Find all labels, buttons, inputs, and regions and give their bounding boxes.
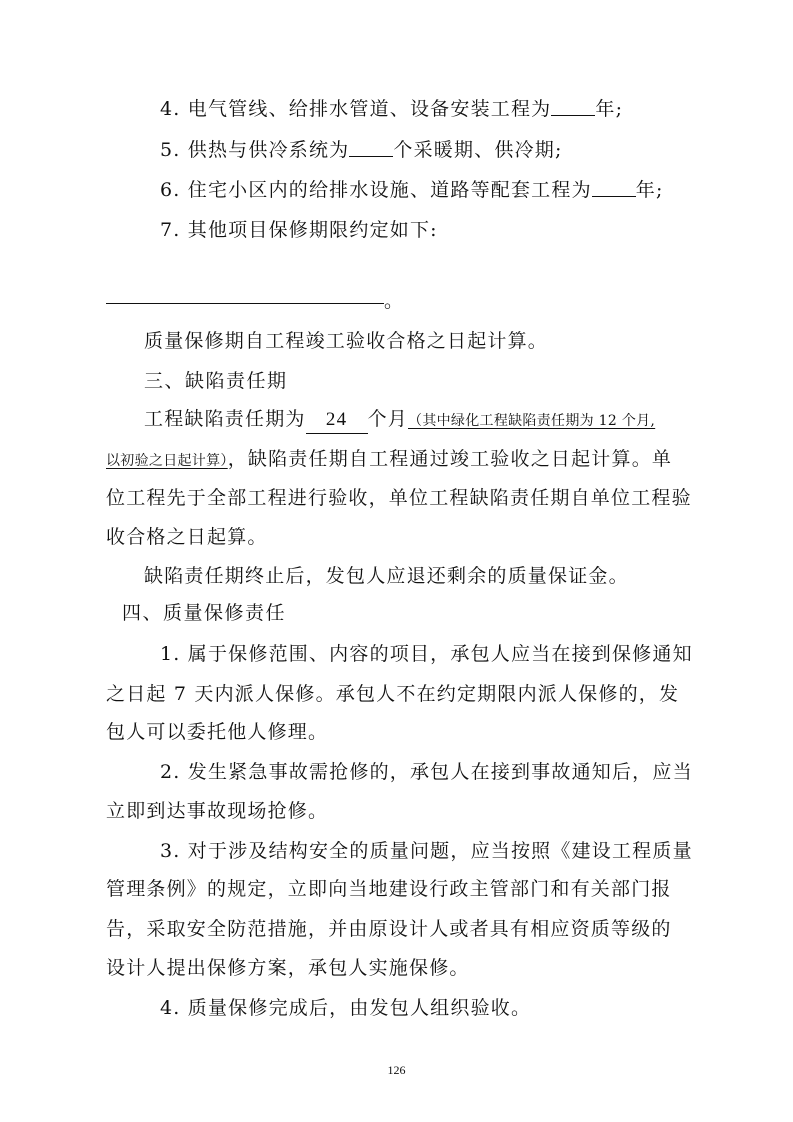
warranty-item-4 — [160, 96, 623, 122]
greening-note-part-2: 以初验之日起计算） — [106, 453, 228, 469]
responsibility-1-line-3: 包人可以委托他人修理。 — [106, 721, 329, 743]
responsibility-4-line-1: 4. 质量保修完成后，由发包人组织验收。 — [160, 997, 532, 1019]
fill-in-blank — [551, 97, 595, 116]
responsibility-3-line-3: 告，采取安全防范措施，并由原设计人或者具有相应资质等级的 — [106, 918, 672, 940]
item-text: 住宅小区内的给排水设施、道路等配套工程为 — [187, 179, 592, 201]
item-text-end: 个采暖期、供冷期; — [393, 139, 563, 161]
responsibility-3-line-2: 管理条例》的规定，立即向当地建设行政主管部门和有关部门报 — [106, 878, 672, 900]
months-unit: 个月 — [367, 408, 409, 430]
fill-in-blank — [592, 178, 636, 197]
item-text-end: 年; — [595, 98, 624, 120]
item-text-end: 年; — [635, 179, 664, 201]
item-number: 6. — [160, 179, 181, 201]
item-number: 7. — [160, 219, 181, 241]
warranty-item-5 — [160, 137, 563, 163]
fill-in-blank — [349, 138, 393, 157]
greening-note-part-1: （其中绿化工程缺陷责任期为 12 个月, — [408, 413, 656, 429]
months-value: 24 — [306, 407, 368, 434]
defect-period-line-2 — [106, 446, 672, 474]
deposit-return-text: 缺陷责任期终止后，发包人应退还剩余的质量保证金。 — [144, 565, 629, 587]
responsibility-1-line-1: 1. 属于保修范围、内容的项目，承包人应当在接到保修通知 — [160, 643, 693, 665]
responsibility-2-line-2: 立即到达事故现场抢修。 — [106, 800, 329, 822]
long-fill-in-blank — [106, 303, 384, 304]
warranty-item-7 — [160, 217, 438, 243]
warranty-item-6 — [160, 177, 664, 203]
item-text: 电气管线、给排水管道、设备安装工程为 — [187, 98, 552, 120]
defect-period-text: 工程缺陷责任期为 — [144, 408, 306, 430]
warranty-start-text: 质量保修期自工程竣工验收合格之日起计算。 — [144, 330, 549, 352]
responsibility-1-line-2: 之日起 7 天内派人保修。承包人不在约定期限内派人保修的，发 — [106, 683, 680, 705]
section-heading-warranty-responsibility: 四、质量保修责任 — [122, 602, 287, 624]
page-number: 126 — [387, 1063, 406, 1077]
defect-period-line-4: 收合格之日起算。 — [106, 526, 268, 548]
responsibility-3-line-1: 3. 对于涉及结构安全的质量问题，应当按照《建设工程质量 — [160, 840, 693, 862]
item-number: 5. — [160, 139, 181, 161]
item-number: 4. — [160, 98, 181, 120]
defect-period-line-1 — [144, 406, 655, 434]
item-text: 其他项目保修期限约定如下: — [187, 219, 438, 241]
responsibility-2-line-1: 2. 发生紧急事故需抢修的，承包人在接到事故通知后，应当 — [160, 761, 693, 783]
item-text: 供热与供冷系统为 — [187, 139, 350, 161]
defect-period-line-3: 位工程先于全部工程进行验收，单位工程缺陷责任期自单位工程验 — [106, 487, 692, 509]
responsibility-3-line-4: 设计人提出保修方案，承包人实施保修。 — [106, 957, 470, 979]
blank-end-mark: 。 — [384, 290, 405, 312]
section-heading-defect-period: 三、缺陷责任期 — [144, 370, 288, 392]
defect-period-text: ，缺陷责任期自工程通过竣工验收之日起计算。单 — [227, 448, 673, 470]
